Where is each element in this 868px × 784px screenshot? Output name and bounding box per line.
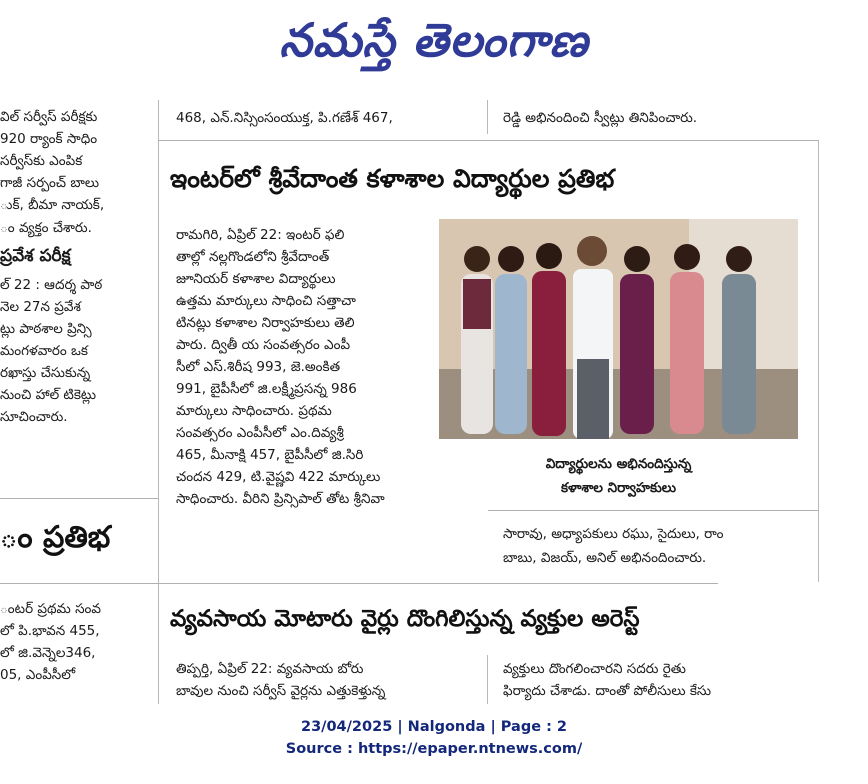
caption-divider bbox=[818, 140, 819, 582]
left-line: గాజీ సర్పంచ్ బాలు bbox=[0, 175, 100, 191]
story1-right-line: సారావు, అధ్యాపకులు రఘు, సైదులు, రాం bbox=[503, 526, 724, 542]
left-subheading: ప్రవేశ పరీక్ష bbox=[0, 246, 71, 266]
left-line: ట్లు పాఠశాల ప్రిన్సి bbox=[0, 321, 92, 337]
divider-above-story2 bbox=[158, 583, 718, 584]
story1-line: మార్కులు సాధించారు. ప్రథమ bbox=[176, 403, 332, 419]
left-line: లో పి.భావన 455, bbox=[0, 623, 100, 639]
top-strip-right-text: రెడ్డి అభినందించి స్వీట్లు తినిపించారు. bbox=[503, 110, 698, 126]
story1-line: సీలో ఎస్.శిరీష 993, జె.అంకిత bbox=[176, 359, 341, 375]
story1-line: రామగిరి, ఏప్రిల్ 22: ఇంటర్ ఫలి bbox=[176, 227, 345, 243]
left-line: 05, ఎంపీసీలో bbox=[0, 667, 76, 683]
story2-left-line: బావుల నుంచి సర్వీస్ వైర్లను ఎత్తుకెళ్తున్న bbox=[176, 683, 386, 699]
column-divider-right bbox=[487, 100, 488, 134]
divider-left-column bbox=[0, 498, 158, 499]
caption-line: కళాశాల నిర్వాహకులు bbox=[560, 480, 676, 496]
left-line: ంటర్ ప్రథమ సంవ bbox=[0, 601, 101, 617]
left-line: నెల 27న ప్రవేశ bbox=[0, 299, 81, 315]
story1-line: సంవత్సరం ఎంపీసీలో ఎం.దివ్యశ్రీ bbox=[176, 425, 344, 441]
story1-line: 465, మీనాక్షి 457, బైపీసీలో జి.సిరి bbox=[176, 447, 364, 463]
left-line: ల్ 22 : ఆదర్శ పాఠ bbox=[0, 277, 103, 293]
divider-below-top-strip bbox=[158, 140, 818, 141]
group-photo-illustration bbox=[439, 219, 798, 439]
left-line: రఖాస్తు చేసుకున్న bbox=[0, 365, 91, 381]
story1-line: సాధించారు. వీరిని ప్రిన్సిపాల్ తోట శ్రీనివా bbox=[176, 491, 385, 507]
left-line: ం వ్యక్తం చేశారు. bbox=[0, 220, 92, 236]
story1-line: 991, బైపీసీలో జి.లక్ష్మీప్రసన్న 986 bbox=[176, 381, 357, 397]
left-line: మంగళవారం ఒక bbox=[0, 343, 88, 359]
left-line: నుంచి హాల్ టికెట్లు bbox=[0, 387, 96, 403]
column-divider-left bbox=[158, 100, 159, 704]
divider-left-column-2 bbox=[0, 583, 158, 584]
story1-line: టినట్లు కళాశాల నిర్వాహకులు తెలి bbox=[176, 315, 355, 331]
story1-headline: ఇంటర్‌లో శ్రీవేదాంత కళాశాల విద్యార్థుల ప్రతిభ bbox=[170, 164, 615, 193]
story1-line: ఉత్తమ మార్కులు సాధించి సత్తాచా bbox=[176, 293, 356, 309]
story2-right-line: ఫిర్యాదు చేశాడు. దాంతో పోలీసులు కేసు bbox=[503, 683, 712, 699]
story2-right-line: వ్యక్తులు దొంగలించారని సదరు రైతు bbox=[503, 661, 686, 677]
page-footer bbox=[0, 716, 868, 760]
caption-line: విద్యార్థులను అభినందిస్తున్న bbox=[545, 456, 692, 472]
left-line: సర్వీస్‌కు ఎంపిక bbox=[0, 153, 83, 169]
story1-line: పారు. ద్వితీ య సంవత్సరం ఎంపీ bbox=[176, 337, 351, 353]
left-line: సూచించారు. bbox=[0, 409, 68, 425]
newspaper-logo: నమస్తే తెలంగాణ bbox=[279, 13, 589, 67]
edition-info: 23/04/2025 | Nalgonda | Page : 2 bbox=[300, 719, 568, 735]
story2-headline: వ్యవసాయ మోటారు వైర్లు దొంగిలిస్తున్న వ్యక్తుల అరెస్ట్ bbox=[170, 606, 640, 632]
left-line: 920 ర్యాంక్ సాధిం bbox=[0, 131, 98, 147]
story2-left-line: తిప్పర్తి, ఏప్రిల్ 22: వ్యవసాయ బోరు bbox=[176, 661, 364, 677]
story1-photo bbox=[439, 219, 798, 439]
column-divider-right-lower bbox=[487, 655, 488, 704]
left-line: విల్ సర్వీస్ పరీక్షకు bbox=[0, 109, 98, 125]
left-headline-fragment: ం ప్రతిభ bbox=[0, 520, 111, 555]
masthead bbox=[0, 0, 868, 92]
story1-line: తాల్లో నల్లగొండలోని శ్రీవేదాంత్ bbox=[176, 249, 330, 265]
left-line: లో జి.వెన్నెల346, bbox=[0, 645, 96, 661]
story1-line: చందన 429, టి.వైష్ణవి 422 మార్కులు bbox=[176, 469, 381, 485]
story1-line: జూనియర్ కళాశాల విద్యార్థులు bbox=[176, 271, 336, 287]
story1-right-line: బాబు, విజయ్, అనిల్ అభినందించారు. bbox=[503, 550, 707, 566]
left-line: ుక్, బీమా నాయక్, bbox=[0, 197, 105, 213]
divider-caption bbox=[488, 510, 818, 511]
top-strip-left-text: 468, ఎన్.నిస్సింసంయుక్త, పి.గణేశ్ 467, bbox=[176, 110, 393, 126]
photo-caption bbox=[439, 452, 798, 500]
source-link[interactable]: Source : https://epaper.ntnews.com/ bbox=[285, 741, 583, 757]
